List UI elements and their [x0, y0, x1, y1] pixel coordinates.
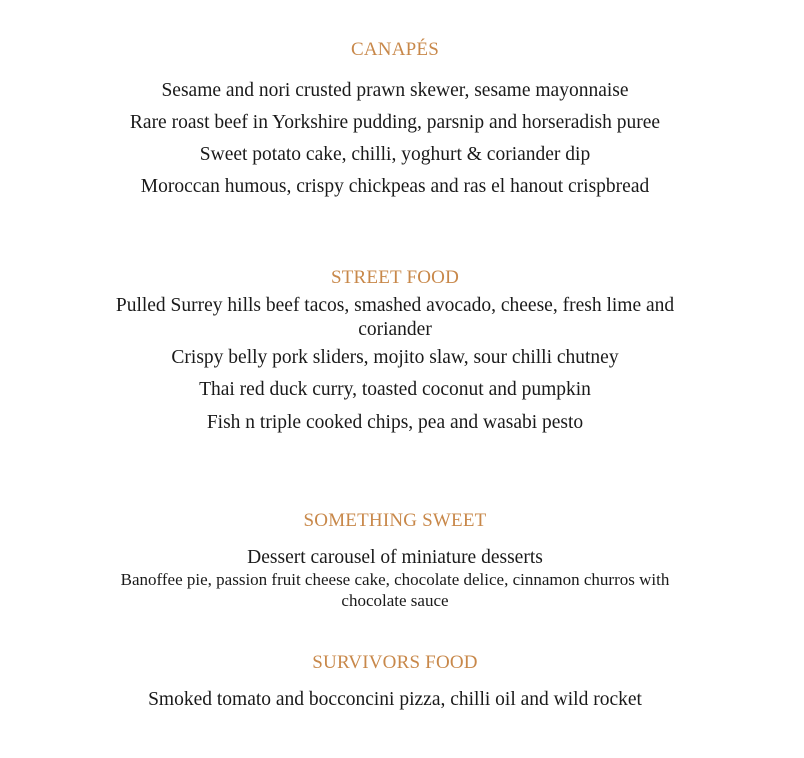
menu-item: Crispy belly pork sliders, mojito slaw, sour chilli chutney: [171, 347, 619, 368]
menu-item: Fish n triple cooked chips, pea and wasabi pesto: [206, 412, 584, 433]
section-heading-survivors-food: SURVIVORS FOOD: [312, 652, 478, 673]
section-heading-something-sweet: SOMETHING SWEET: [303, 510, 487, 531]
menu-item-detail: chocolate sauce: [341, 591, 449, 610]
menu-item: Sweet potato cake, chilli, yoghurt & coriander dip: [199, 144, 591, 165]
menu-item: coriander: [358, 319, 432, 340]
menu-item: Rare roast beef in Yorkshire pudding, parsnip and horseradish puree: [129, 112, 661, 133]
menu-item: Dessert carousel of miniature desserts: [247, 547, 543, 568]
menu-item: Sesame and nori crusted prawn skewer, sesame mayonnaise: [161, 80, 629, 101]
section-heading-street-food: STREET FOOD: [330, 267, 459, 288]
menu-item-detail: Banoffee pie, passion fruit cheese cake, chocolate delice, cinnamon churros with: [120, 570, 670, 589]
section-heading-canapes: CANAPÉS: [351, 39, 439, 60]
menu-item: Thai red duck curry, toasted coconut and pumpkin: [199, 379, 591, 400]
menu-item: Pulled Surrey hills beef tacos, smashed avocado, cheese, fresh lime and: [115, 295, 675, 316]
menu-item: Smoked tomato and bocconcini pizza, chilli oil and wild rocket: [148, 689, 642, 710]
menu-item: Moroccan humous, crispy chickpeas and ras el hanout crispbread: [140, 176, 650, 197]
